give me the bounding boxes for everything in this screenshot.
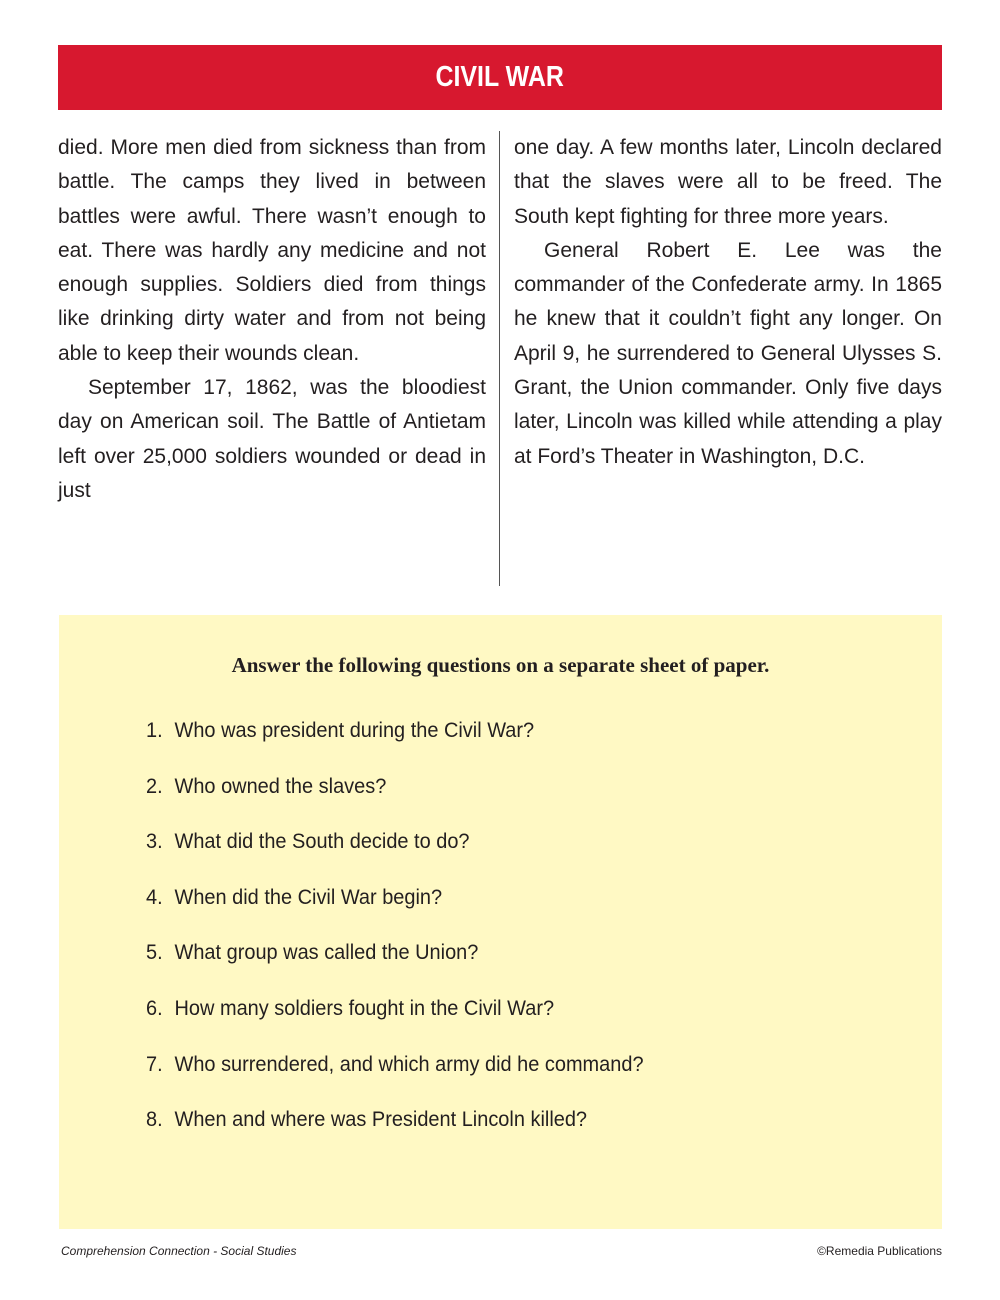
question-number: 5. bbox=[146, 941, 163, 965]
question-item bbox=[146, 1050, 644, 1106]
question-number: 1. bbox=[146, 719, 163, 742]
question-list bbox=[146, 716, 670, 1161]
question-text: Who surrendered, and which army did he command? bbox=[174, 1052, 644, 1076]
question-number: 6. bbox=[146, 996, 163, 1020]
question-item bbox=[146, 994, 644, 1050]
question-item bbox=[146, 883, 644, 939]
question-text: What did the South decide to do? bbox=[174, 830, 470, 854]
title-banner bbox=[58, 45, 942, 110]
question-item bbox=[146, 938, 644, 994]
questions-instructions: Answer the following questions on a separate sheet of paper. bbox=[231, 653, 770, 677]
paragraph: one day. A few months later, Lincoln declared that the slaves were all to be freed. The South kept fighting for three more years. bbox=[514, 136, 942, 228]
question-number: 8. bbox=[146, 1108, 163, 1132]
footer-copyright: ©Remedia Publications bbox=[817, 1244, 942, 1258]
reading-column-left bbox=[58, 131, 486, 508]
question-number: 4. bbox=[146, 885, 163, 909]
question-text: How many soldiers fought in the Civil War? bbox=[174, 996, 555, 1020]
question-text: When and where was President Lincoln killed? bbox=[174, 1108, 588, 1132]
question-item bbox=[146, 1105, 644, 1161]
question-text: Who owned the slaves? bbox=[174, 774, 387, 798]
question-text: Who was president during the Civil War? bbox=[174, 719, 535, 742]
paragraph: General Robert E. Lee was the commander of the Confederate army. In 1865 he knew that it couldn’t fight any longer. On April 9, he surrendered to General Ulysses S. Grant, the Union commander. Only five days later, Lincoln was killed while attending a play at Ford’s Theater in Washington, D.C. bbox=[514, 238, 942, 468]
question-text: What group was called the Union? bbox=[174, 941, 479, 965]
question-text: When did the Civil War begin? bbox=[174, 885, 443, 909]
question-number: 7. bbox=[146, 1052, 163, 1076]
paragraph: died. More men died from sickness than from battle. The camps they lived in between battles were awful. There wasn’t enough to eat. There was hardly any medicine and not enough supplies. Soldiers died from things like drinking dirty water and from not being able to keep their wounds clean. bbox=[58, 136, 486, 365]
question-item bbox=[146, 716, 644, 772]
paragraph: September 17, 1862, was the bloodiest day on American soil. The Battle of Antietam left over 25,000 soldiers wounded or dead in just bbox=[58, 376, 486, 502]
question-number: 3. bbox=[146, 830, 163, 854]
page-title: CIVIL WAR bbox=[435, 61, 565, 93]
questions-box bbox=[59, 615, 942, 1229]
column-divider bbox=[499, 131, 500, 586]
question-item bbox=[146, 772, 644, 828]
question-number: 2. bbox=[146, 774, 163, 798]
footer-series-title: Comprehension Connection - Social Studies bbox=[61, 1244, 297, 1258]
reading-passage bbox=[58, 131, 942, 586]
question-item bbox=[146, 827, 644, 883]
reading-column-right bbox=[514, 131, 942, 474]
